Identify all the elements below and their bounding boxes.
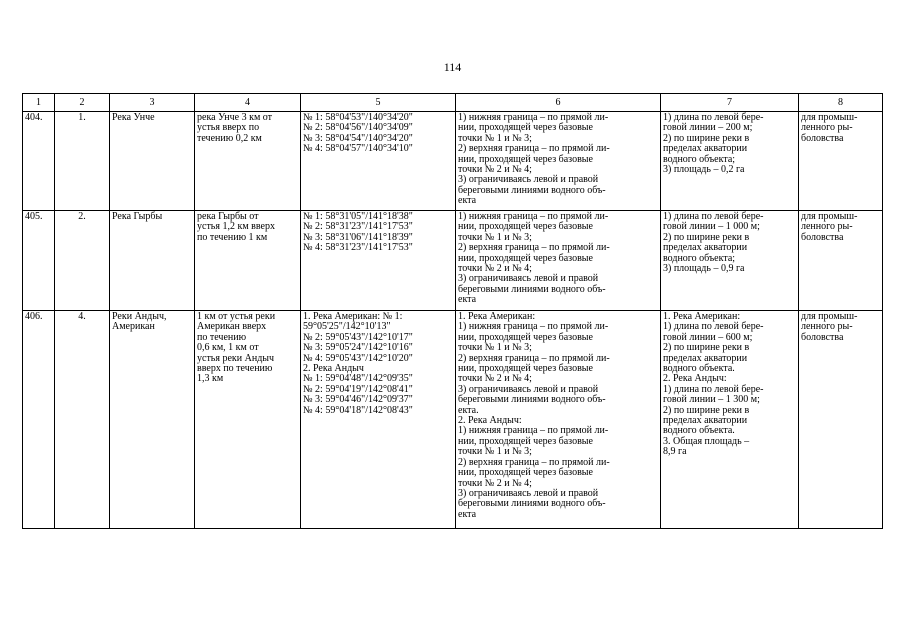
boundaries-text: 1. Река Американ: 1) нижняя граница – по прямой ли- нии, проходящей через базовые точки № 1 и № 3; 2) верхняя граница – по прямой ли- нии, проходящей через базовые точки № 2 и № 4; 3) ограничиваясь левой и правой береговыми линиями водного объ- екта. 2. Река Андыч: 1) нижняя граница – по прямой ли- нии, проходящей через базовые точки № 1 и № 3; 2) верхняя граница – по прямой ли- нии, проходящей через базовые точки № 2 и № 4; 3) ограничиваясь левой и правой береговыми линиями водного объ- екта: [458, 311, 610, 520]
column-header-2: 2: [55, 94, 110, 112]
dimensions-text: 1) длина по левой бере- говой линии – 200 м; 2) по ширине реки в пределах акватории водного объекта; 3) площадь – 0,2 га: [663, 112, 764, 176]
column-header-7: 7: [661, 94, 799, 112]
purpose-text: для промыш- ленного ры- боловства: [801, 211, 858, 243]
page-number: 114: [443, 60, 462, 74]
purpose-cell: [799, 311, 883, 529]
dimensions-cell: [661, 311, 799, 529]
local-number: 2.: [78, 211, 86, 222]
column-header-5: 5: [301, 94, 456, 112]
row-number-cell: [23, 112, 55, 211]
local-number-cell: [55, 112, 110, 211]
boundaries-cell: [456, 112, 661, 211]
purpose-text: для промыш- ленного ры- боловства: [801, 112, 858, 144]
column-header-3: 3: [110, 94, 195, 112]
table-row: [23, 311, 883, 529]
location-cell: [195, 311, 301, 529]
coordinates-cell: [301, 112, 456, 211]
dimensions-text: 1. Река Американ: 1) длина по левой бере- говой линии – 600 м; 2) по ширине реки в пределах акватории водного объекта. 2. Река Андыч: 1) длина по левой бере- говой линии – 1 300 м; 2) по ширине реки в пределах акватории водного объекта. 3. Общая площадь – 8,9 га: [663, 311, 764, 458]
coordinates-cell: [301, 211, 456, 311]
water-body-name: Река Гырбы: [112, 211, 163, 222]
column-header-4: 4: [195, 94, 301, 112]
location-text: река Гырбы от устья 1,2 км вверх по течению 1 км: [197, 211, 275, 243]
coordinates-text: № 1: 58°04'53"/140°34'20" № 2: 58°04'56"/140°34'09" № 3: 58°04'54"/140°34'20" № 4: 58°04'57"/140°34'10": [303, 112, 413, 155]
column-header-6: 6: [456, 94, 661, 112]
water-body-name: Реки Андыч, Американ: [112, 311, 167, 333]
coordinates-text: 1. Река Американ: № 1: 59°05'25"/142°10'13" № 2: 59°05'43"/142°10'17" № 3: 59°05'24"/142°10'16" № 4: 59°05'43"/142°10'20" 2. Река Андыч № 1: 59°04'48"/142°09'35" № 2: 59°04'19"/142°08'41" № 3: 59°04'46"/142°09'37" № 4: 59°04'18"/142°08'43": [303, 311, 413, 416]
local-number: 4.: [78, 311, 86, 322]
coordinates-cell: [301, 311, 456, 529]
row-number-cell: [23, 211, 55, 311]
local-number-cell: [55, 311, 110, 529]
purpose-text: для промыш- ленного ры- боловства: [801, 311, 858, 343]
purpose-cell: [799, 112, 883, 211]
purpose-cell: [799, 211, 883, 311]
location-text: 1 км от устья реки Американ вверх по течению 0,6 км, 1 км от устья реки Андыч вверх по течению 1,3 км: [197, 311, 276, 385]
water-body-cell: [110, 311, 195, 529]
row-number: 406.: [25, 311, 43, 322]
fishing-sites-table: [22, 93, 883, 529]
column-header-8: 8: [799, 94, 883, 112]
dimensions-cell: [661, 112, 799, 211]
coordinates-text: № 1: 58°31'05"/141°18'38" № 2: 58°31'23"/141°17'53" № 3: 58°31'06"/141°18'39" № 4: 58°31'23"/141°17'53": [303, 211, 413, 254]
dimensions-text: 1) длина по левой бере- говой линии – 1 000 м; 2) по ширине реки в пределах акватории водного объекта; 3) площадь – 0,9 га: [663, 211, 764, 275]
local-number-cell: [55, 211, 110, 311]
table-row: [23, 211, 883, 311]
boundaries-cell: [456, 311, 661, 529]
dimensions-cell: [661, 211, 799, 311]
boundaries-text: 1) нижняя граница – по прямой ли- нии, проходящей через базовые точки № 1 и № 3; 2) верхняя граница – по прямой ли- нии, проходящей через базовые точки № 2 и № 4; 3) ограничиваясь левой и правой береговыми линиями водного объ- екта: [458, 112, 610, 207]
row-number: 404.: [25, 112, 43, 123]
row-number-cell: [23, 311, 55, 529]
table-row: [23, 112, 883, 211]
water-body-name: Река Унче: [112, 112, 155, 123]
boundaries-text: 1) нижняя граница – по прямой ли- нии, проходящей через базовые точки № 1 и № 3; 2) верхняя граница – по прямой ли- нии, проходящей через базовые точки № 2 и № 4; 3) ограничиваясь левой и правой береговыми линиями водного объ- екта: [458, 211, 610, 306]
boundaries-cell: [456, 211, 661, 311]
water-body-cell: [110, 112, 195, 211]
row-number: 405.: [25, 211, 43, 222]
location-cell: [195, 112, 301, 211]
column-header-1: 1: [23, 94, 55, 112]
location-cell: [195, 211, 301, 311]
water-body-cell: [110, 211, 195, 311]
location-text: река Унче 3 км от устья вверх по течению 0,2 км: [197, 112, 273, 144]
header-row: [23, 94, 883, 112]
local-number: 1.: [78, 112, 86, 123]
